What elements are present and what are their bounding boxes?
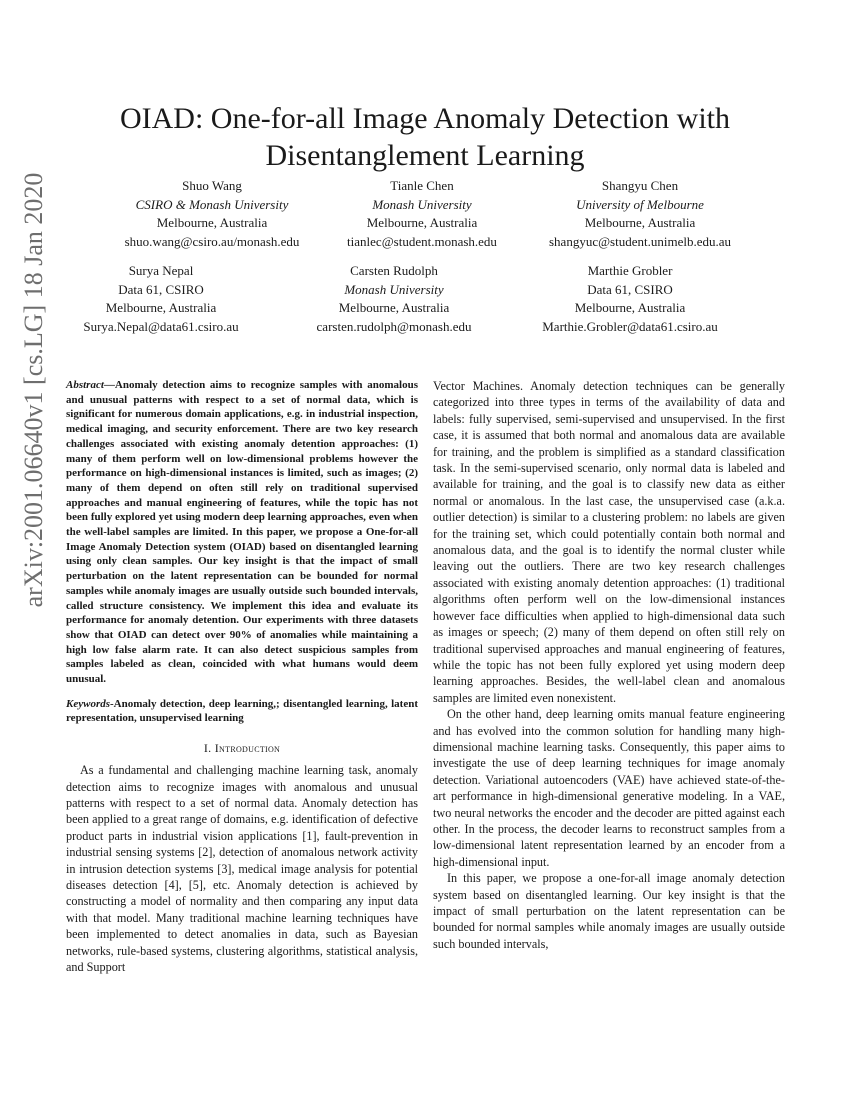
author-email: tianlec@student.monash.edu bbox=[347, 233, 497, 249]
right-column bbox=[433, 378, 785, 952]
author-affiliation: University of Melbourne bbox=[576, 196, 704, 212]
author-affiliation: CSIRO & Monash University bbox=[135, 196, 289, 212]
paper-title: OIAD: One-for-all Image Anomaly Detection with Disentanglement Learning bbox=[119, 102, 731, 173]
author-name: Surya Nepal bbox=[128, 263, 194, 278]
author-email: carsten.rudolph@monash.edu bbox=[316, 318, 472, 334]
author-name: Marthie Grobler bbox=[587, 263, 673, 278]
abstract-text: —Anomaly detection aims to recognize samples with anomalous and unusual patterns with respect to a set of normal data, which is significant for numerous domain applications, e.g. in industrial inspection, medical imaging, and security enforcement. There are two key research challenges associated with existing anomaly detention approaches: (1) many of them perform well on low-dimensional problems however the performance on high-dimensional instances is limited, such as images; (2) many of them depend on often still rely on traditional supervised approaches and manual engineering of features, while the topic has not been fully explored yet using modern deep learning approaches, even when the well-label samples are limited. In this paper, we propose a One-for-all Image Anomaly Detection system (OIAD) based on disentangled learning using only clean samples. Our key insight is that the impact of small perturbation on the latent representation can be bounded for normal samples while anomaly images are usually outside such bounded intervals, called structure consistency. We implement this idea and evaluate its performance for anomaly detention. Our experiments with three datasets show that OIAD can detect over 90% of anomalies while maintaining a high low false alarm rate. It can also detect suspicious samples from samples labeled as clean, coincided with what humans would deem unusual. bbox=[66, 379, 418, 686]
keywords bbox=[66, 697, 418, 726]
author-affiliation: Data 61, CSIRO bbox=[587, 281, 673, 297]
keywords-text: -Anomaly detection, deep learning,; disentangled learning, latent representation, unsupervised learning bbox=[66, 697, 418, 725]
abstract bbox=[66, 378, 418, 687]
paragraph: In this paper, we propose a one-for-all image anomaly detection system based on disentangled learning. Our key insight is that the impact of small perturbation on the latent representation can be bounded for normal samples while anomaly images are usually outside such bounded intervals, bbox=[433, 871, 785, 951]
author-name: Tianle Chen bbox=[390, 178, 454, 193]
author-name: Shangyu Chen bbox=[601, 178, 679, 193]
keywords-label: Keywords bbox=[66, 697, 110, 710]
author-location: Melbourne, Australia bbox=[156, 215, 268, 230]
arxiv-stamp: arXiv:2001.06640v1 [cs.LG] 18 Jan 2020 bbox=[19, 172, 48, 608]
section-title: Introduction bbox=[214, 741, 281, 756]
paragraph: On the other hand, deep learning omits manual feature engineering and has evolved into the common solution for handling many high-dimensional machine learning tasks. Consequently, this paper aims to investigate the use of deep learning techniques for image anomaly detection. Variational autoencoders (VAE) have achieved state-of-the-art performance in high-dimensional generative modeling. In a VAE, two neural networks the encoder and the decoder are pitted against each other. In the process, the decoder learns to reconstruct samples from a low-dimensional latent representation learned by an encoder from a high-dimensional input. bbox=[433, 707, 785, 869]
abstract-label: Abstract bbox=[66, 379, 104, 391]
section-heading bbox=[66, 740, 418, 756]
paragraph: Vector Machines. Anomaly detection techniques can be generally categorized into three types in terms of the availability of data and labels: fully supervised, semi-supervised and unsupervised. In the first case, it is assumed that both normal and anomalous data are available for training, and the problem is simplified as a standard classification task. In the semi-supervised scenario, only normal data is labeled and available for training, and the goal is to classify new data as either normal or anomalous. In the last case, the unsupervised case (a.k.a. outlier detection) is similar to a clustering problem: no labels are given for the training set, which could potentially contain both normal and anomalous data, and the goal is to identify the normal cluster while leaving out the outliers. There are two key research challenges associated with existing anomaly detention approaches: (1) traditional algorithms often perform well on the low-dimensional instances however face difficulties when applied to high-dimensional data such as images or speech; (2) many of them depend on often still rely on traditional supervised approaches and manual engineering of features, while the topic has not been fully explored yet using modern deep learning approaches. Besides, the well-label clean and anomalous samples are limited even nonexistent. bbox=[433, 379, 785, 705]
author-name: Carsten Rudolph bbox=[350, 263, 438, 278]
section-number: I. bbox=[203, 741, 215, 756]
author-email: Marthie.Grobler@data61.csiro.au bbox=[542, 318, 718, 334]
author-affiliation: Data 61, CSIRO bbox=[118, 281, 204, 297]
author-email: Surya.Nepal@data61.csiro.au bbox=[83, 318, 239, 334]
author-email: shuo.wang@csiro.au/monash.edu bbox=[124, 233, 300, 249]
author-location: Melbourne, Australia bbox=[105, 300, 217, 315]
author-location: Melbourne, Australia bbox=[366, 215, 478, 230]
author-block bbox=[264, 262, 524, 336]
author-block bbox=[500, 262, 760, 336]
author-block bbox=[31, 262, 291, 336]
author-block bbox=[510, 177, 770, 251]
author-affiliation: Monash University bbox=[344, 281, 444, 297]
paragraph: As a fundamental and challenging machine learning task, anomaly detection aims to recognize images with anomalous and unusual patterns with respect to a set of normal data. Anomaly detection has been applied to a great range of domains, e.g. identification of defective product parts in industrial vision applications [1], fault-prevention in industrial sensing systems [2], detection of anomalous network activity in intrusion detection systems [3], medical image analysis for potential diseases detection [4], [5], etc. Anomaly detection is achieved by constructing a model of normality and then comparing any input data with that model. Many traditional machine learning techniques have been implemented to detect anomalies in data, such as Bayesian networks, rule-based systems, clustering algorithms, statistical analysis, and Support bbox=[66, 763, 418, 975]
left-column bbox=[66, 378, 418, 975]
author-location: Melbourne, Australia bbox=[584, 215, 696, 230]
author-affiliation: Monash University bbox=[372, 196, 472, 212]
author-name: Shuo Wang bbox=[182, 178, 242, 193]
author-location: Melbourne, Australia bbox=[574, 300, 686, 315]
author-email: shangyuc@student.unimelb.edu.au bbox=[548, 233, 732, 249]
author-location: Melbourne, Australia bbox=[338, 300, 450, 315]
